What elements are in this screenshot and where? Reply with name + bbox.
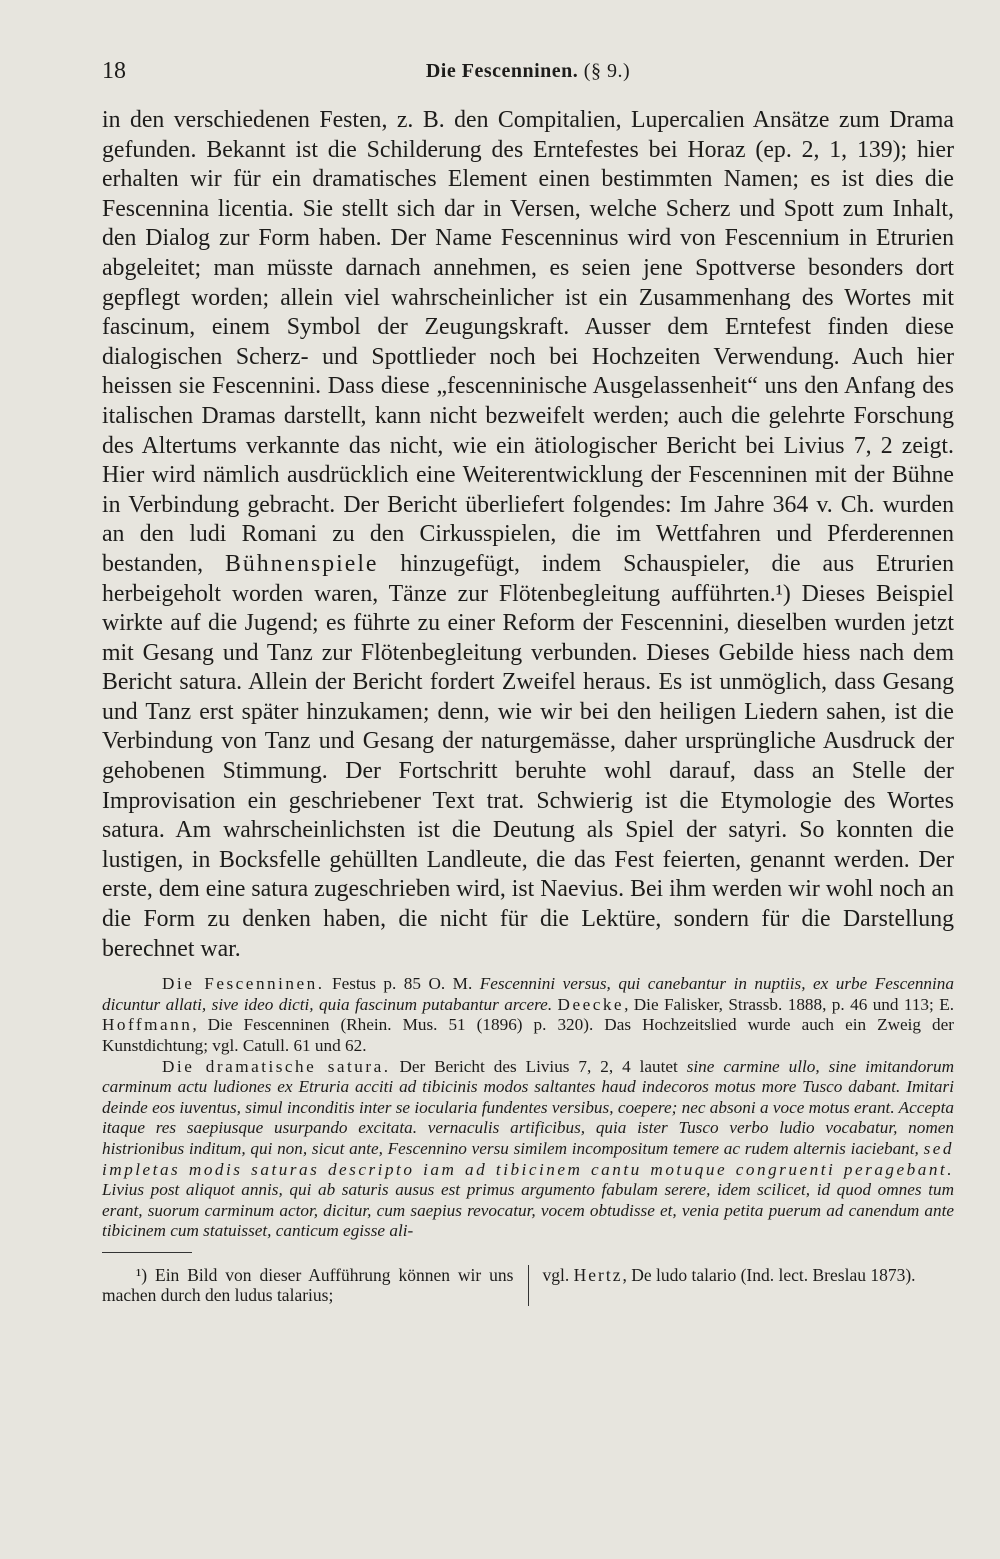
page-number: 18 (102, 58, 126, 84)
spaced-term: Bühnenspiele (224, 550, 379, 577)
body-paragraph (102, 106, 954, 964)
note-heading: Die Fescenninen. (162, 974, 325, 994)
main-body-text (102, 106, 954, 964)
note-latin-quote: Livius post aliquot annis, qui ab saturis ausus est primus argumento fabulam serere, idem scilicet, id quod omnes tum erant, suorum carminum actor, dicitur, cum saepius revocatur, vocem obtudisse et, venia petita puerum ad canendum ante tibicinem cum statuisset, canticum egisse ali- (102, 1180, 954, 1241)
note-satura (102, 1057, 954, 1242)
note-fescenninen (102, 974, 954, 1056)
footnote-rule (102, 1252, 192, 1253)
running-header (102, 58, 954, 98)
footnote-left-column: ¹) Ein Bild von dieser Aufführung können wir uns machen durch den ludus talarius; (102, 1264, 514, 1306)
footnote-right-column (528, 1265, 955, 1306)
footnotes (102, 1265, 954, 1306)
note-text: Festus p. 85 O. M. (324, 974, 480, 994)
note-author: Hoffmann (102, 1015, 193, 1035)
note-text: , Die Falisker, Strassb. 1888, p. 46 und 113; E. (624, 994, 954, 1014)
note-heading: Die dramatische satura. (162, 1056, 391, 1076)
body-text-part-1: in den verschiedenen Festen, z. B. den Compitalien, Lupercalien Ansätze zum Drama gefunden. Bekannt ist die Schilderung des Erntefestes bei Horaz (ep. 2, 1, 139); hier erhalten wir für ein dramatisches Element einen bestimmten Namen; es ist dies die Fescennina licentia. Sie stellt sich dar in Versen, welche Scherz und Spott zum Inhalt, den Dialog zur Form haben. Der Name Fescenninus wird von Fescennium in Etrurien abgeleitet; man müsste darnach annehmen, es seien jene Spottverse besonders dort gepflegt worden; allein viel wahrscheinlicher ist ein Zusammenhang des Wortes mit fascinum, einem Symbol der Zeugungskraft. Ausser dem Erntefest finden diese dialogischen Scherz- und Spottlieder noch bei Hochzeiten Verwendung. Auch hier heissen sie Fescennini. Dass diese „fescenninische Ausgelassenheit“ uns den Anfang des italischen Dramas darstellt, kann nicht bezweifelt werden; auch die gelehrte Forschung des Altertums verkannte das nicht, wie ein ätiologischer Bericht bei Livius 7, 2 zeigt. Hier wird nämlich ausdrücklich eine Weiterentwicklung der Fescenninen mit der Bühne in Verbindung gebracht. Der Bericht überliefert folgendes: Im Jahre 364 v. Ch. wurden an den ludi Romani zu den Cirkusspielen, die im Wettfahren und Pferderennen bestanden, (102, 107, 954, 577)
footnote-text: vgl. (542, 1264, 574, 1285)
chapter-title: Die Fescenninen. (425, 60, 579, 82)
note-latin-quote: Fescennini versus, qui canebantur in nuptiis, ex urbe Fescennina dicuntur allati, sive ideo dicti, quia fascinum putabantur arcere. (102, 974, 954, 1014)
note-author: Deecke (557, 994, 625, 1014)
note-latin-spaced: sed impletas modis saturas descripto iam ad tibicinem cantu motuque congruenti peragebant. (102, 1138, 954, 1179)
footnote-author: Hertz (573, 1264, 623, 1285)
section-number: (§ 9.) (583, 60, 631, 82)
footnote-text: , De ludo talario (Ind. lect. Breslau 1873). (622, 1264, 916, 1285)
note-text: Der Bericht des Livius 7, 2, 4 lautet (390, 1056, 687, 1076)
body-text-part-2: hinzugefügt, indem Schauspieler, die aus Etrurien herbeigeholt worden waren, Tänze zur Flötenbegleitung aufführten.¹) Dieses Beispiel wirkte auf die Jugend; es führte zu einer Reform der Fescennini, dieselben wurden jetzt mit Gesang und Tanz zur Flötenbegleitung verbunden. Dieses Gebilde hiess nach dem Bericht satura. Allein der Bericht fordert Zweifel heraus. Es ist unmöglich, dass Gesang und Tanz erst später hinzukamen; denn, wie wir bei den heiligen Liedern sahen, ist die Verbindung von Tanz und Gesang der naturgemässe, daher ursprüngliche Ausdruck der gehobenen Stimmung. Der Fortschritt beruhte wohl darauf, dass an Stelle der Improvisation ein geschriebener Text trat. Schwierig ist die Etymologie des Wortes satura. Am wahrscheinlichsten ist die Deutung als Spiel der satyri. So konnten die lustigen, in Bocksfelle gehüllten Landleute, die das Fest feierten, genannt werden. Der erste, dem eine satura zugeschrieben wird, ist Naevius. Bei ihm werden wir wohl noch an die Form zu denken haben, die nicht für die Lektüre, sondern für die Darstellung berechnet war. (102, 550, 954, 962)
note-text: , Die Fescenninen (Rhein. Mus. 51 (1896) p. 320). Das Hochzeitslied wurde auch ein Zweig der Kunstdichtung; vgl. Catull. 61 und 62. (102, 1015, 954, 1055)
running-title (102, 60, 954, 83)
small-print-notes (102, 974, 954, 1242)
note-latin-quote: sine carmine ullo, sine imitandorum carminum actu ludiones ex Etruria acciti ad tibicinis modos saltantes haud indecoros motus more Tusco dabant. Imitari deinde eos iuventus, simul inconditis inter se iocularia fundentes versibus, coepere; nec absoni a voce motus erant. Accepta itaque res saepiusque usurpando excitata. vernaculis artificibus, quia ister Tusco verbo ludio vocabatur, nomen histrionibus inditum, qui non, sicut ante, Fescennino versu similem incompositum temere ac rudem alternis iaciebant, (102, 1056, 954, 1158)
